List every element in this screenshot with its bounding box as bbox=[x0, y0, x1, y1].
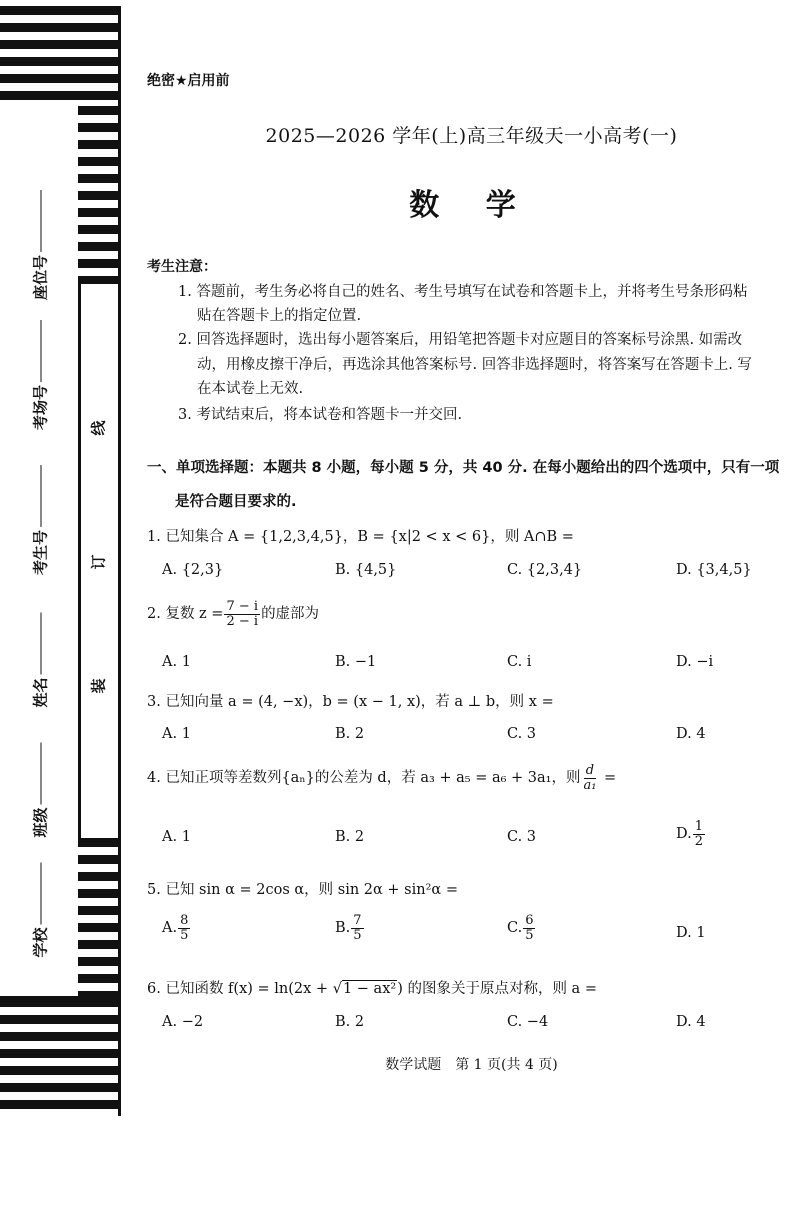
name-field bbox=[30, 612, 51, 707]
field-label: 学校 bbox=[31, 927, 50, 958]
fraction bbox=[581, 764, 598, 792]
question-text: = bbox=[599, 770, 617, 787]
field-label: 座位号 bbox=[31, 254, 50, 301]
fraction bbox=[351, 914, 363, 942]
q3-option-b: B. 2 bbox=[335, 726, 365, 742]
note-line: 动，用橡皮擦干净后，再选涂其他答案标号. 回答非选择题时，将答案写在答题卡上. 写 bbox=[197, 357, 752, 373]
question-text: 已知正项等差数列{aₙ}的公差为 d，若 a₃ + a₅ = a₆ + 3a₁，则 bbox=[165, 770, 581, 787]
question-number: 2. bbox=[147, 606, 161, 623]
q6-option-b: B. 2 bbox=[335, 1014, 365, 1030]
question-number: 6. bbox=[147, 981, 161, 997]
question-4 bbox=[147, 764, 616, 792]
note-line: 2. 回答选择题时，选出每小题答案后，用铅笔把答题卡对应题目的答案标号涂黑. 如需改 bbox=[178, 332, 743, 348]
binding-border-line bbox=[118, 6, 121, 1116]
q3-option-d: D. 4 bbox=[676, 726, 706, 742]
option-label: A. bbox=[162, 920, 178, 937]
question-text: 已知集合 A = {1,2,3,4,5}，B = {x|2 < x < 6}，则 A∩B = bbox=[165, 529, 574, 545]
fraction-numerator: 7 bbox=[353, 913, 362, 928]
q6-option-c: C. −4 bbox=[507, 1014, 549, 1030]
option-label: D. bbox=[676, 826, 692, 843]
fraction bbox=[224, 600, 260, 628]
q4-option-a: A. 1 bbox=[162, 829, 191, 845]
field-label: 考场号 bbox=[31, 384, 50, 431]
q1-option-a: A. {2,3} bbox=[162, 562, 224, 578]
exam-room-field bbox=[30, 320, 51, 430]
q2-option-a: A. 1 bbox=[162, 654, 191, 670]
notes-title: 考生注意： bbox=[147, 259, 217, 275]
note-line: 贴在答题卡上的指定位置. bbox=[197, 308, 362, 324]
sqrt-radicand: 1 − ax² bbox=[342, 981, 397, 997]
cut-mark-staple: 订 bbox=[89, 554, 108, 570]
q4-option-d bbox=[676, 820, 706, 848]
seat-number-field bbox=[30, 190, 51, 300]
exam-title: 2025—2026 学年(上)高三年级天一小高考(一) bbox=[265, 125, 678, 147]
binding-stripes-bottom bbox=[0, 998, 118, 1114]
note-line: 1. 答题前，考生务必将自己的姓名、考生号填写在试卷和答题卡上，并将考生号条形码粘 bbox=[178, 284, 748, 300]
section-heading-cont: 是符合题目要求的. bbox=[175, 494, 297, 510]
q6-option-a: A. −2 bbox=[162, 1014, 204, 1030]
cut-mark-bind: 装 bbox=[89, 678, 108, 694]
sqrt-symbol: √ bbox=[332, 981, 342, 997]
q2-option-d: D. −i bbox=[676, 654, 714, 670]
fraction-numerator: 6 bbox=[525, 913, 534, 928]
q4-option-b: B. 2 bbox=[335, 829, 365, 845]
q5-option-c bbox=[507, 914, 536, 942]
question-6 bbox=[147, 977, 597, 998]
binding-stripes-upper bbox=[78, 106, 118, 284]
secret-label: 绝密★启用前 bbox=[147, 73, 230, 89]
option-label: B. bbox=[335, 920, 351, 937]
fraction-denominator: 5 bbox=[525, 927, 534, 943]
page-footer: 数学试题 第 1 页(共 4 页) bbox=[385, 1057, 558, 1073]
fraction-numerator: 8 bbox=[180, 913, 189, 928]
q6-option-d: D. 4 bbox=[676, 1014, 706, 1030]
subject-title: 数 学 bbox=[409, 188, 534, 223]
fraction-denominator: 2 − i bbox=[226, 613, 259, 629]
question-text: ) 的图象关于原点对称，则 a = bbox=[397, 981, 597, 997]
question-text: 已知函数 f(x) = ln(2x + bbox=[165, 981, 333, 997]
note-line: 在本试卷上无效. bbox=[197, 381, 304, 397]
field-label: 考生号 bbox=[31, 529, 50, 576]
binding-thin-line bbox=[78, 284, 81, 838]
question-3 bbox=[147, 690, 554, 711]
binding-stripes-lower bbox=[78, 838, 118, 998]
question-text: 已知 sin α = 2cos α，则 sin 2α + sin²α = bbox=[165, 882, 458, 898]
question-text: 的虚部为 bbox=[261, 606, 320, 623]
q3-option-c: C. 3 bbox=[507, 726, 537, 742]
note-line: 3. 考试结束后，将本试卷和答题卡一并交回. bbox=[178, 407, 463, 423]
question-1 bbox=[147, 525, 574, 546]
q4-option-c: C. 3 bbox=[507, 829, 537, 845]
fraction-denominator: 5 bbox=[180, 927, 189, 943]
question-number: 3. bbox=[147, 694, 161, 710]
q5-option-d: D. 1 bbox=[676, 925, 706, 941]
fraction-numerator: 1 bbox=[694, 819, 703, 834]
q1-option-d: D. {3,4,5} bbox=[676, 562, 752, 578]
question-text: 复数 z = bbox=[165, 606, 224, 623]
question-number: 5. bbox=[147, 882, 161, 898]
candidate-number-field bbox=[30, 465, 51, 575]
q2-option-c: C. i bbox=[507, 654, 532, 670]
fraction-numerator: d bbox=[585, 763, 595, 778]
q5-option-b bbox=[335, 914, 365, 942]
fraction-numerator: 7 − i bbox=[226, 599, 259, 614]
fraction-denominator: a₁ bbox=[583, 777, 597, 793]
question-text: 已知向量 a = (4, −x)，b = (x − 1, x)，若 a ⊥ b，则 x = bbox=[165, 694, 554, 710]
q1-option-c: C. {2,3,4} bbox=[507, 562, 583, 578]
field-label: 班级 bbox=[31, 807, 50, 838]
section-heading: 一、单项选择题：本题共 8 小题，每小题 5 分，共 40 分. 在每小题给出的四个选项中，只有一项 bbox=[147, 460, 780, 476]
q5-option-a bbox=[162, 914, 191, 942]
school-field bbox=[30, 862, 51, 957]
question-number: 1. bbox=[147, 529, 161, 545]
binding-stripes-top bbox=[0, 6, 118, 106]
field-label: 姓名 bbox=[31, 677, 50, 708]
fraction-denominator: 5 bbox=[353, 927, 362, 943]
fraction bbox=[693, 820, 705, 848]
question-5 bbox=[147, 878, 458, 899]
fraction bbox=[523, 914, 535, 942]
fraction bbox=[178, 914, 190, 942]
q1-option-b: B. {4,5} bbox=[335, 562, 397, 578]
question-number: 4. bbox=[147, 770, 161, 787]
q2-option-b: B. −1 bbox=[335, 654, 377, 670]
cut-mark-line: 线 bbox=[89, 420, 108, 436]
question-2 bbox=[147, 600, 319, 628]
fraction-denominator: 2 bbox=[694, 833, 703, 849]
class-field bbox=[30, 742, 51, 837]
option-label: C. bbox=[507, 920, 523, 937]
q3-option-a: A. 1 bbox=[162, 726, 191, 742]
